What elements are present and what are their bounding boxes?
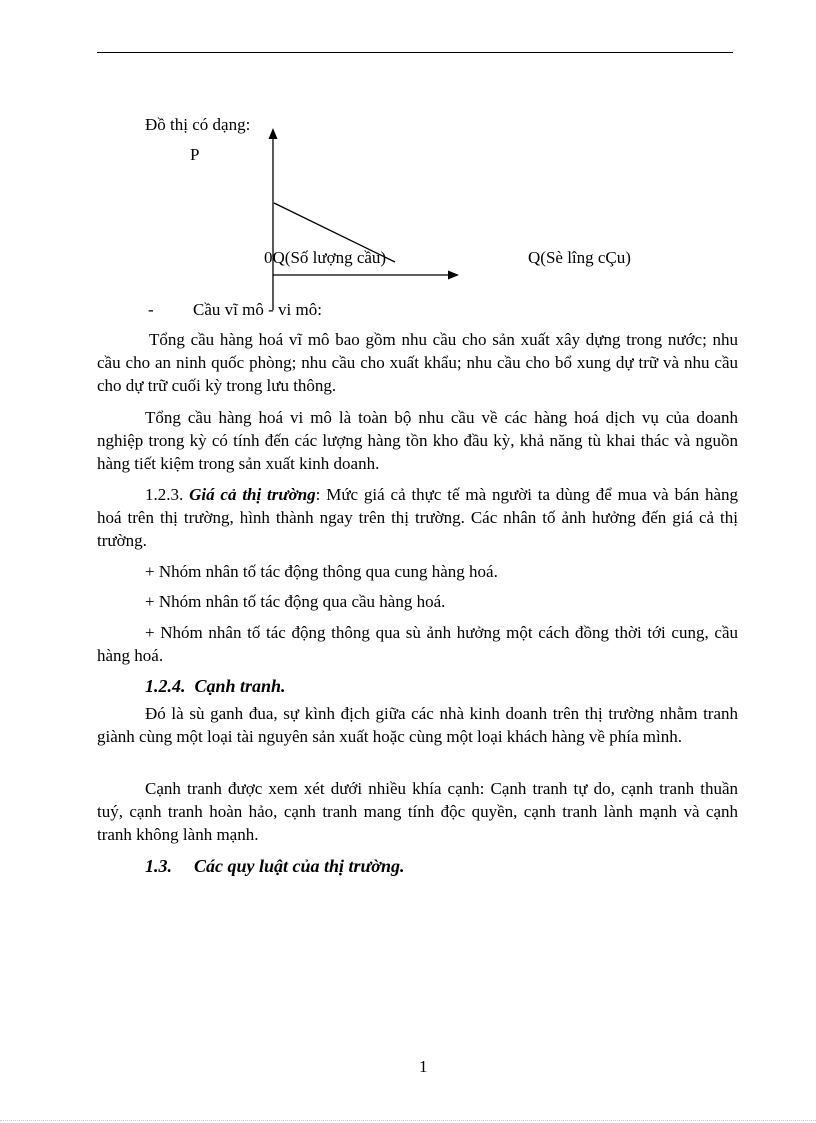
demand-graph [0,0,816,340]
section-1-2-4-number: 1.2.4. [145,676,186,696]
section-1-3-heading [145,857,404,875]
section-1-2-3-number: 1.2.3. [145,485,184,504]
paragraph-micro-demand: Tổng cầu hàng hoá vi mô là toàn bộ nhu cầu về các hàng hoá dịch vụ của doanh nghiệp trong kỳ có tính đến các lượng hàng tồn kho đầu kỳ, khả năng tù khai thác và nguồn hàng tiết kiệm trong sản xuất kinh doanh. [97,408,738,473]
list-item: + Nhóm nhân tố tác động thông qua sù ảnh hưởng một cách đồng thời tới cung, cầu hàng hoá. [97,623,738,665]
section-1-3-number: 1.3. [145,856,172,876]
section-1-2-4-title: Cạnh tranh. [194,676,286,696]
list-item: + Nhóm nhân tố tác động thông qua cung hàng hoá. [145,562,498,581]
p-axis-arrowhead [269,128,278,139]
bullet-text: Cầu vĩ mô - vi mô: [193,300,322,319]
page-bottom-edge [0,1120,816,1121]
paragraph-macro-demand: Tổng cầu hàng hoá vĩ mô bao gồm nhu cầu cho sản xuất xây dựng trong nước; nhu cầu cho an ninh quốc phòng; nhu cầu cho xuất khẩu; nhu cầu cho bổ xung dự trữ và nhu cầu cho dự trữ cuối kỳ trong lưu thông. [97,330,738,395]
paragraph-competition-definition: Đó là sù ganh đua, sự kình địch giữa các nhà kinh doanh trên thị trường nhằm tranh giành cùng một loại tài nguyên sản xuất hoặc cùng một loại khách hàng về phía mình. [97,704,738,746]
paragraph-competition-types: Cạnh tranh được xem xét dưới nhiều khía cạnh: Cạnh tranh tự do, cạnh tranh thuần tuý, cạnh tranh hoàn hảo, cạnh tranh mang tính độc quyền, cạnh tranh lành mạnh và cạnh tranh không lành mạnh. [97,779,738,844]
section-1-3-title: Các quy luật của thị trường. [194,856,405,876]
section-1-2-3-text: : Mức giá cả thực tế mà người ta dùng để mua và bán hàng hoá trên thị trường, hình thành ngay trên thị trường. Các nhân tố ảnh hưởng đến giá cả thị trường. [97,485,738,550]
graph-intro-label: Đồ thị có dạng: [145,115,251,134]
bullet-marker: - [148,300,154,319]
section-1-2-3 [97,483,738,552]
list-item: + Nhóm nhân tố tác động qua cầu hàng hoá. [145,592,446,611]
q-axis-label: Q(Sè lîng cÇu) [528,248,631,267]
section-1-2-3-title: Giá cả thị trường [189,485,316,504]
page-number: 1 [419,1057,428,1076]
p-axis-label: P [190,145,200,164]
origin-label: 0Q(Số lượng cầu) [264,248,387,267]
section-1-2-4-heading [145,677,286,695]
q-axis-arrowhead [448,271,459,280]
